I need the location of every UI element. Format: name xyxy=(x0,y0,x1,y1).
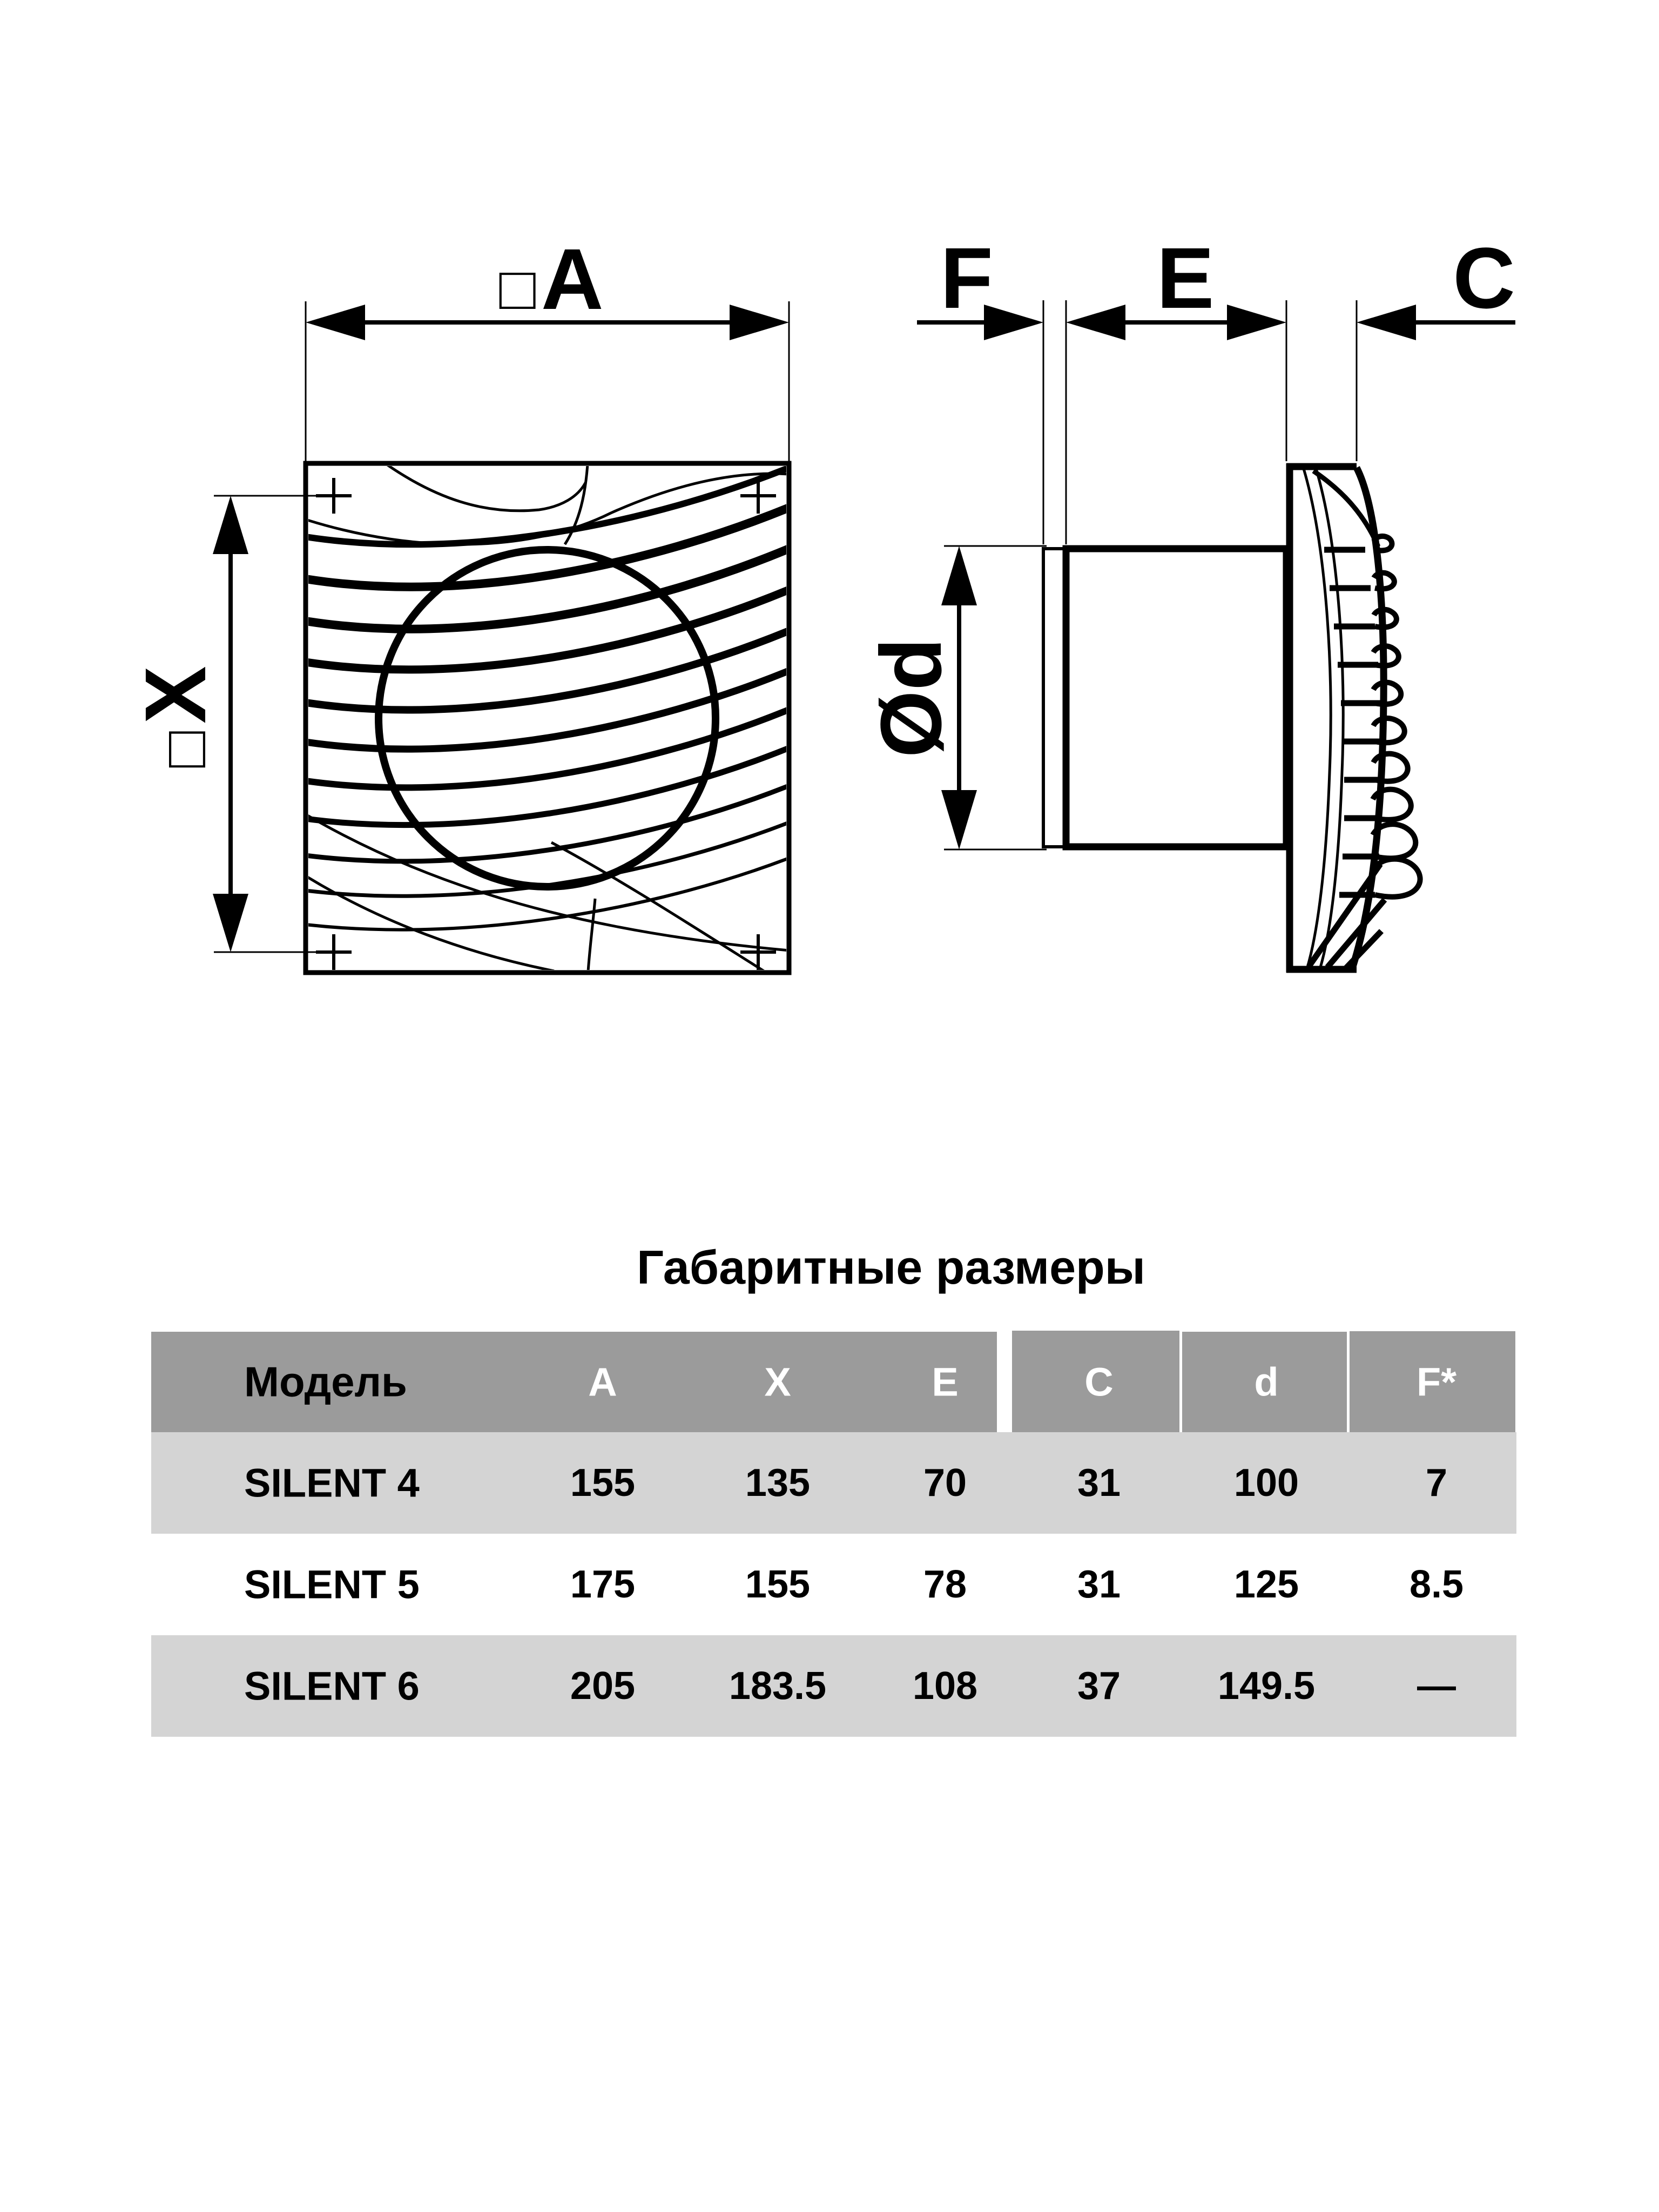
row3-x: 183.5 xyxy=(729,1664,827,1708)
dim-x-label: X xyxy=(127,666,224,724)
dim-f-label: F xyxy=(940,230,993,326)
dim-d-arrowhead-bottom xyxy=(941,790,977,849)
row1-d: 100 xyxy=(1233,1461,1299,1505)
dim-d-arrowhead-top xyxy=(941,546,977,605)
row1-a: 155 xyxy=(570,1461,636,1505)
row3-a: 205 xyxy=(570,1664,636,1708)
dim-e-arrowhead-right xyxy=(1227,305,1286,340)
dim-a-label: A xyxy=(541,231,604,327)
row1-c: 31 xyxy=(1077,1461,1121,1505)
front-cover-profile xyxy=(1286,463,1420,973)
dimension-diameter xyxy=(862,546,1047,849)
row3-d: 149.5 xyxy=(1217,1664,1316,1708)
row3-f: — xyxy=(1417,1664,1456,1708)
column-header-d: d xyxy=(1254,1359,1279,1405)
dim-e-arrowhead-left xyxy=(1066,305,1125,340)
front-view xyxy=(127,231,789,973)
column-header-c: C xyxy=(1084,1359,1114,1405)
dim-d-label: Ød xyxy=(862,637,959,758)
column-header-f: F* xyxy=(1417,1359,1456,1405)
row1-f: 7 xyxy=(1425,1461,1448,1505)
dim-c-label: C xyxy=(1453,230,1515,326)
dim-a-arrowhead-left xyxy=(306,305,365,340)
dimension-F xyxy=(917,230,1066,544)
column-header-x: X xyxy=(764,1359,791,1405)
row2-x: 155 xyxy=(745,1563,811,1606)
table-title: Габаритные размеры xyxy=(637,1240,1145,1294)
dimension-E xyxy=(1066,230,1286,461)
column-header-a: A xyxy=(588,1359,617,1405)
row2-f: 8.5 xyxy=(1409,1563,1464,1606)
dimension-C xyxy=(1357,230,1515,461)
column-header-e: E xyxy=(932,1359,959,1405)
row2-a: 175 xyxy=(570,1563,636,1606)
dim-x-arrowhead-top xyxy=(213,496,248,554)
row3-c: 37 xyxy=(1077,1664,1121,1708)
row1-model: SILENT 4 xyxy=(244,1460,420,1506)
dim-x-square-glyph: □ xyxy=(151,731,218,768)
row1-x: 135 xyxy=(745,1461,811,1505)
row3-model: SILENT 6 xyxy=(244,1663,420,1709)
side-view xyxy=(862,230,1515,973)
row2-d: 125 xyxy=(1233,1563,1299,1606)
column-header-model: Модель xyxy=(244,1358,407,1406)
row2-c: 31 xyxy=(1077,1563,1121,1606)
dim-e-label: E xyxy=(1156,230,1215,326)
dim-a-extension-lines xyxy=(306,301,789,478)
dim-c-arrowhead xyxy=(1357,305,1416,340)
row2-e: 78 xyxy=(923,1563,967,1606)
duct-body xyxy=(1066,549,1286,847)
row1-e: 70 xyxy=(923,1461,967,1505)
dim-a-arrowhead-right xyxy=(730,305,789,340)
row3-e: 108 xyxy=(912,1664,978,1708)
dim-x-arrowhead-bottom xyxy=(213,894,248,952)
dim-a-square-glyph: □ xyxy=(499,254,536,322)
dimension-width-A xyxy=(306,231,789,478)
row2-model: SILENT 5 xyxy=(244,1562,420,1607)
